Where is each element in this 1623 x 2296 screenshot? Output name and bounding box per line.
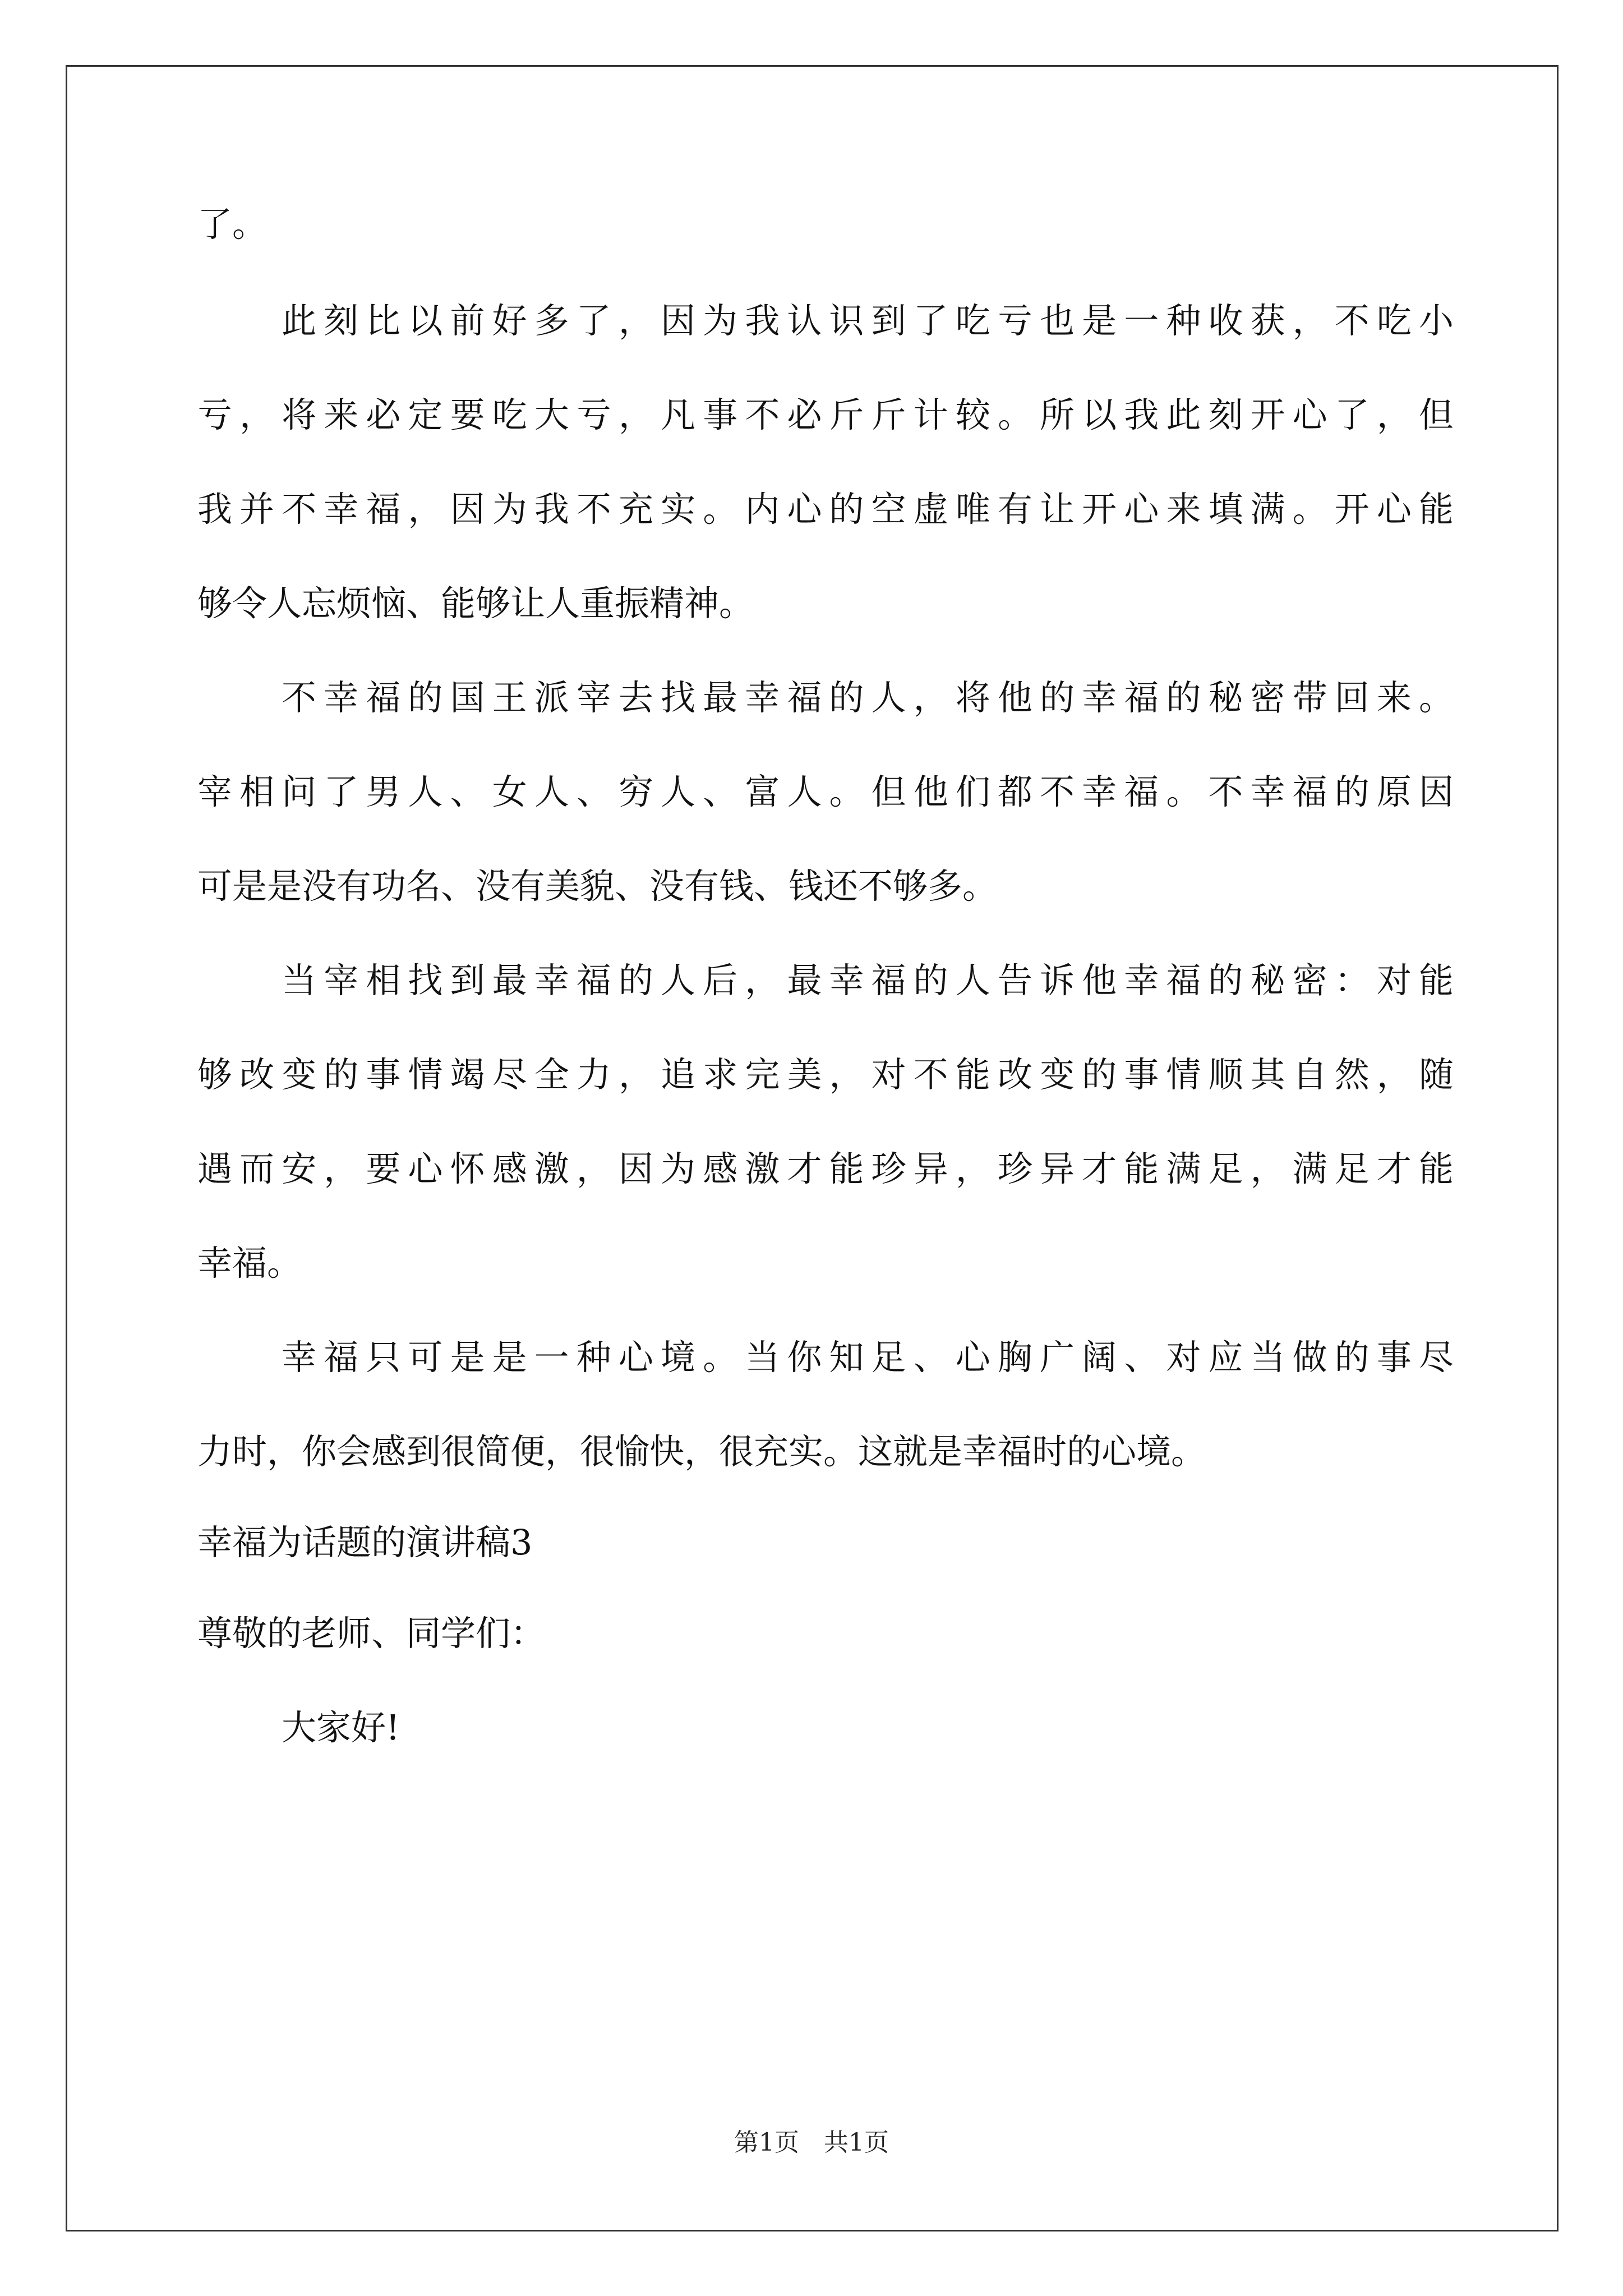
salutation: 尊敬的老师、同学们： (197, 1613, 546, 1654)
text-line-8: 可是是没有功名、没有美貌、没有钱、钱还不够多。 (197, 866, 998, 907)
text-line-7: 宰相问了男人、女人、穷人、富人。但他们都不幸福。不幸福的原因 (197, 771, 1454, 812)
text-line-9: 当宰相找到最幸福的人后，最幸福的人告诉他幸福的秘密：对能 (282, 960, 1454, 1001)
text-line-12: 幸福。 (197, 1243, 302, 1283)
text-line-6: 不幸福的国王派宰去找最幸福的人，将他的幸福的秘密带回来。 (282, 677, 1454, 718)
text-line-14: 力时，你会感到很简便，很愉快，很充实。这就是幸福时的心境。 (197, 1431, 1206, 1472)
text-line-1: 了。 (197, 204, 268, 245)
page-footer: 第1页 共1页 (734, 2128, 889, 2157)
text-line-2: 此刻比以前好多了，因为我认识到了吃亏也是一种收获，不吃小 (282, 300, 1454, 341)
text-line-5: 够令人忘烦恼、能够让人重振精神。 (197, 583, 754, 624)
text-line-4: 我并不幸福，因为我不充实。内心的空虚唯有让开心来填满。开心能 (197, 489, 1454, 530)
text-line-3: 亏，将来必定要吃大亏，凡事不必斤斤计较。所以我此刻开心了，但 (197, 394, 1454, 435)
section-heading: 幸福为话题的演讲稿3 (197, 1522, 533, 1563)
greeting: 大家好! (282, 1707, 400, 1748)
text-line-13: 幸福只可是是一种心境。当你知足、心胸广阔、对应当做的事尽 (282, 1337, 1454, 1378)
text-line-11: 遇而安，要心怀感激，因为感激才能珍异，珍异才能满足，满足才能 (197, 1148, 1454, 1189)
text-line-10: 够改变的事情竭尽全力，追求完美，对不能改变的事情顺其自然，随 (197, 1054, 1454, 1095)
